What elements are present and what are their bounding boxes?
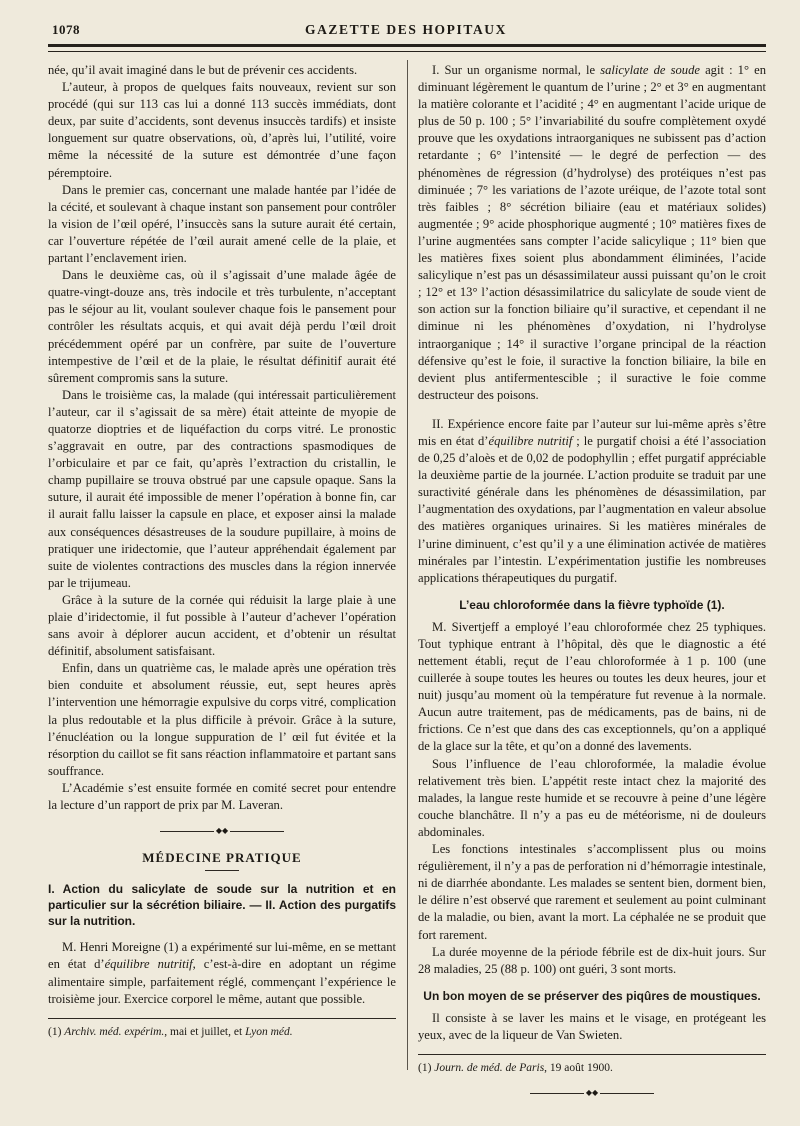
text-run: I. Sur un organisme normal, le [432, 63, 601, 77]
column-divider [407, 60, 408, 1070]
article-subheading: Un bon moyen de se préserver des piqûres de moustiques. [423, 988, 761, 1003]
paragraph: Grâce à la suture de la cornée qui réduisit la large plaie à une plaie d’iridectomie, il fut possible à l’auteur d’achever l’opération sans avoir à déplorer aucun accident, et d’obtenir un résultat définitif, absolument satisfaisant. [48, 592, 396, 659]
footnote-rule [48, 1018, 396, 1019]
right-column [418, 62, 766, 1111]
text-run: ; le purgatif choisi a été l’association de 0,25 d’aloès et de 0,02 de podophyllin ; effet purgatif appréciable la deuxième partie de la journée. L’action produite se traduit par une suractivité générale dans les phénomènes de désassimilation, par l’augmentation des oxydations, par l’augmentation en valeur absolue des matières organiques urinaires. Si les matières minérales de l’urine diminuent, c’est qu’il y a une élimination activée de matières minérales par l’intestin. L’expérimentation justifie les nombreuses applications thérapeutiques du purgatif. [418, 433, 766, 585]
italic-text: équilibre nutritif [104, 957, 193, 972]
spacer [418, 404, 766, 416]
ornament-line [530, 1093, 584, 1094]
paragraph: née, qu’il avait imaginé dans le but de prévenir ces accidents. [48, 63, 358, 77]
article-subheading: L’eau chloroformée dans la fièvre typhoïde (1). [459, 597, 725, 612]
paragraph: Sous l’influence de l’eau chloroformée, la maladie évolue relativement très bien. L’appétit reste intact chez la majorité des malades, la langue reste humide et se recouvre à peine d’une légère couche blanchâtre. Il n’y a pas eu de météorisme, ni de douleurs abdominales. [418, 756, 766, 839]
paragraph: Dans le premier cas, concernant une malade hantée par l’idée de la cécité, et soulevant à chaque instant son pansement pour contrôler la vision de l’œil opéré, l’insuccès sans la suture aurait été certain, car l’ouverture répétée de l’œil aurait amené celle de la plaie, et partant l’enclavement irien. [48, 182, 396, 266]
left-column [48, 62, 396, 1040]
paragraph: M. Sivertjeff a employé l’eau chloroformée chez 25 typhiques. Tout typhique entrant à l’hôpital, dès que le diagnostic a été nettement établi, reçut de l’eau chloroformée à 1 p. 100 (une cuillerée à soupe toutes les heures ou toutes les deux heures, jour et nuit) jusqu’au moment où la température fut revenue à la normale. Aucun autre traitement, pas de médicaments, pas de bains, ni de frictions. Ce n’est que dans des cas exceptionnels, qu’on a appliqué de la glace sur la tête, et qu’on a donné des lavements. [418, 619, 766, 754]
ornament-line [230, 831, 284, 832]
section-ornament [48, 822, 396, 839]
footnote [418, 1061, 766, 1076]
paragraph: L’Académie s’est ensuite formée en comité secret pour entendre la lecture d’un rapport de prix par M. Laveran. [48, 780, 396, 813]
section-rule [205, 870, 239, 871]
italic-text: équilibre nutritif [488, 433, 573, 448]
journal-title: GAZETTE DES HOPITAUX [304, 22, 508, 37]
section-title: MÉDECINE PRATIQUE [142, 850, 302, 866]
paragraph: La durée moyenne de la période fébrile est de dix-huit jours. Sur 28 maladies, 25 (88 p. 100) ont guéri, 3 sont morts. [418, 944, 766, 976]
header-rule-thick [48, 44, 766, 47]
text-run: , c’est-à-dire en adoptant un régime alimentaire simple, parfaitement réglé, commençant l’expérience le troisième jour. Exercice corporel le même, autant que possible. [48, 957, 396, 1006]
paragraph: Les fonctions intestinales s’accomplissent plus ou moins régulièrement, il n’y a pas de perforation ni d’hémorragie intestinale, ni de diarrhée abondante. Les malades se sentent bien, dorment bien, le délire n’est observé que rarement et seulement au point culminant de la maladie, ou bien, avant la mort. La céphalée ne se produit que fort rarement. [418, 842, 766, 942]
ornament-diamond-icon: ◆◆ [585, 1088, 599, 1098]
paragraph [418, 62, 766, 404]
paragraph: L’auteur, à propos de quelques faits nouveaux, revient sur son procédé (qui sur 113 cas lui a donné 113 succès immédiats, dont deux, par suite d’accidents, sont devenus insuccès tardifs) et insiste longuement sur quatre observations, où, d’après lui, l’utilité, voire même la nécessité de la suture est démontrée d’une façon péremptoire. [48, 80, 396, 180]
paragraph [418, 416, 766, 587]
paragraph: Il consiste à se laver les mains et le visage, en protégeant les yeux, avec de la liqueur de Van Swieten. [418, 1010, 766, 1042]
italic-text: salicylate de soude [600, 63, 700, 77]
paragraph [48, 939, 396, 1007]
italic-text: Archiv. méd. expérim. [64, 1025, 165, 1038]
text-run: , mai et juillet, et [164, 1025, 246, 1038]
footnote-rule [418, 1054, 766, 1055]
italic-text: Journ. de méd. de Paris [434, 1061, 545, 1074]
text-run: agit : 1° en diminuant légèrement le quantum de l’urine ; 2° et 3° en augmentant la matière colorante et l’acidité ; 4° en augmentant l’acide urique de plus de 50 p. 100 ; 5° l’invariabilité du soufre complètement oxydé prouve que les oxydations intraorganiques ne subissent pas d’action retardante ; 6° l’intensité — le degré de perfection — des phénomènes de régression (d’hydrolyse) des protéiques n’est pas diminuée ; 7° les variations de l’azote uréique, de l’azote total sont très faibles ; 8° sécrétion biliaire (eau et matériaux solides) augmentée ; 9° acide phosphorique augmenté ; 10° matières fixes de l’urine augmentées sans compter l’acide salicylique ; 11° bien que les matières fixes soient plus abondamment éliminées, l’acide salicylique n’est pas un désassimilateur aussi puissant qu’on le croit ; 12° et 13° l’action désassimilatrice du salicylate de soude vient de son action sur la fonction biliaire qu’il suractive, et cependant il ne diminue ni les phénomènes d’oxydation, ni l’hydrolyse intraorganique ; 14° il suractive l’organe principal de la réaction défensive qu’est le foie, il suractive la fonction biliaire, la bile en devient plus antifermentescible ; il suractive le foie comme destructeur des poisons. [418, 63, 766, 402]
italic-text: Lyon méd. [245, 1025, 293, 1038]
ornament-diamond-icon: ◆◆ [215, 826, 229, 836]
paragraph: Enfin, dans un quatrième cas, le malade après une opération très bien conduite et absolument réussie, eut, sept heures après l’intervention une hémorragie expulsive du corps vitré, complication la plus redoutable et la plus difficile à prévoir. Grâce à la suture, l’énucléation ou la longue suppuration de l’ œil fut évitée et la résorption du caillot se fit sans réaction inflammatoire et partant sans souffrance. [48, 661, 396, 778]
text-run: M. Henri Moreigne (1) a expérimenté sur lui-même, en se mettant en état d’ [48, 940, 396, 972]
text-run: (1) [418, 1061, 435, 1074]
article-heading: I. Action du salicylate de soude sur la nutrition et en particulier sur la sécrétion biliaire. — II. Action des purgatifs sur la nutrition. [48, 882, 396, 929]
paragraph: Dans le troisième cas, la malade (qui intéressait particulièrement l’auteur, car il s’agissait de sa mère) était atteinte de myopie de quatorze dioptries et de liquéfaction du corps vitré. Le pronostic s’aggravait en outre, par des contractions spasmodiques de l’orbiculaire et par ce fait, qu’après l’extraction du cristallin, le champ pupillaire se trouva obstrué par une capsule opaque. Sans la suture, il aurait été impossible de mener l’opération à bonne fin, car il aurait fallu laisser la capsule en place, et exposer ainsi la malade aux conséquences désastreuses de la soudure pupillaire, à moins de pratiquer une iridectomie, que l’auteur appréhendait également par suite de violentes contractions des muscles dans la région innervée par le trijumeau. [48, 387, 396, 590]
page-header [46, 20, 766, 42]
page-number: 1078 [52, 22, 80, 37]
text-run: (1) [48, 1025, 65, 1038]
header-rule-thin [48, 51, 766, 52]
text-run: II. Expérience encore faite par l’auteur sur lui-même après s’être mis en état d’ [418, 416, 766, 448]
ornament-line [600, 1093, 654, 1094]
text-run: , 19 août 1900. [544, 1061, 613, 1074]
footnote [48, 1025, 396, 1040]
paragraph: Dans le deuxième cas, où il s’agissait d’une malade âgée de quatre-vingt-douze ans, très indocile et très turbulente, n’acceptant pas le séjour au lit, voulant soulever chaque fois le pansement pour contrôler les résultats acquis, et qui avait déjà perdu l’œil droit précédemment opéré par un confrère, par suite de l’ouverture intempestive de l’œil et de la plaie, le résultat définitif aurait été sûrement compromis sans la suture. [48, 268, 396, 385]
ornament-line [160, 831, 214, 832]
end-ornament [418, 1084, 766, 1101]
